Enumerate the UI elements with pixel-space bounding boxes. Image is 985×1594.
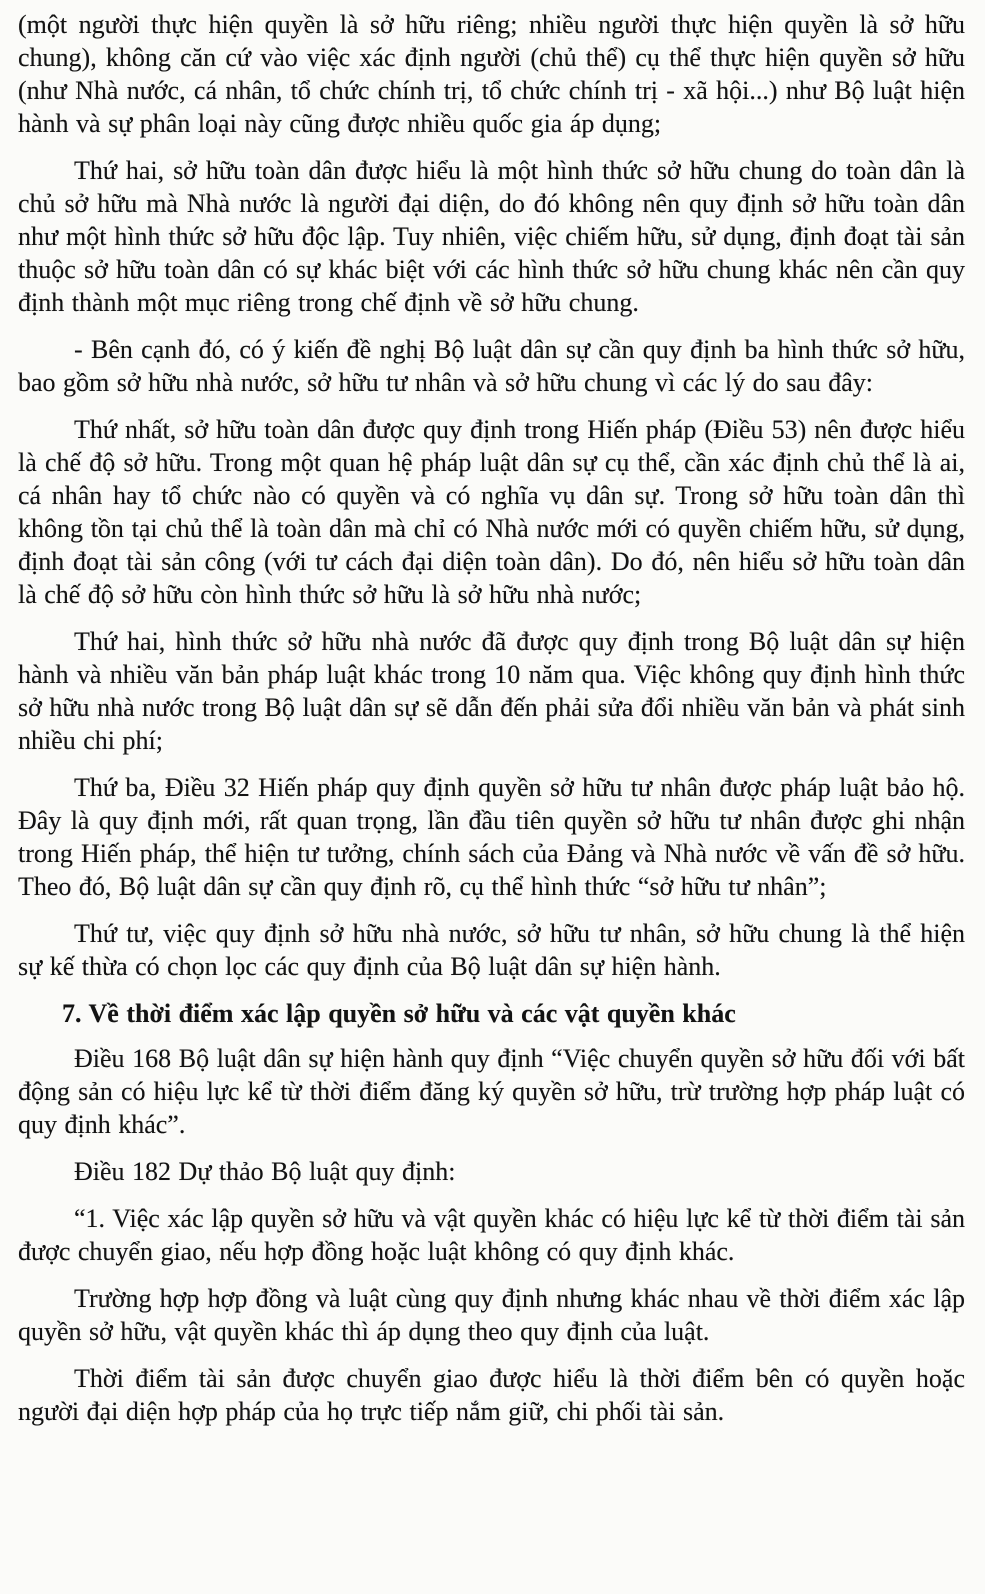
paragraph: Trường hợp hợp đồng và luật cùng quy định nhưng khác nhau về thời điểm xác lập quyền sở hữu, vật quyền khác thì áp dụng theo quy định của luật. [18,1284,965,1346]
paragraph: Thứ ba, Điều 32 Hiến pháp quy định quyền sở hữu tư nhân được pháp luật bảo hộ. Đây là quy định mới, rất quan trọng, lần đầu tiên quyền sở hữu tư nhân được ghi nhận trong Hiến pháp, thể hiện tư tưởng, chính sách của Đảng và Nhà nước về vấn đề sở hữu. Theo đó, Bộ luật dân sự cần quy định rõ, cụ thể hình thức “sở hữu tư nhân”; [18,773,965,901]
paragraph: - Bên cạnh đó, có ý kiến đề nghị Bộ luật dân sự cần quy định ba hình thức sở hữu, bao gồm sở hữu nhà nước, sở hữu tư nhân và sở hữu chung vì các lý do sau đây: [18,335,965,397]
paragraph-continuation: (một người thực hiện quyền là sở hữu riêng; nhiều người thực hiện quyền là sở hữu chung), không căn cứ vào việc xác định người (chủ thể) cụ thể thực hiện quyền sở hữu (như Nhà nước, cá nhân, tổ chức chính trị, tổ chức chính trị - xã hội...) như Bộ luật hiện hành và sự phân loại này cũng được nhiều quốc gia áp dụng; [18,10,965,138]
paragraph: “1. Việc xác lập quyền sở hữu và vật quyền khác có hiệu lực kể từ thời điểm tài sản được chuyển giao, nếu hợp đồng hoặc luật không có quy định khác. [18,1204,965,1266]
paragraph: Điều 182 Dự thảo Bộ luật quy định: [74,1157,456,1186]
paragraph: Điều 168 Bộ luật dân sự hiện hành quy định “Việc chuyển quyền sở hữu đối với bất động sản có hiệu lực kể từ thời điểm đăng ký quyền sở hữu, trừ trường hợp pháp luật có quy định khác”. [18,1044,965,1139]
paragraph: Thứ nhất, sở hữu toàn dân được quy định trong Hiến pháp (Điều 53) nên được hiểu là chế độ sở hữu. Trong một quan hệ pháp luật dân sự cụ thể, cần xác định chủ thể là ai, cá nhân hay tổ chức nào có quyền và có nghĩa vụ dân sự. Trong sở hữu toàn dân thì không tồn tại chủ thể là toàn dân mà chỉ có Nhà nước mới có quyền chiếm hữu, sử dụng, định đoạt tài sản công (với tư cách đại diện toàn dân). Do đó, nên hiểu sở hữu toàn dân là chế độ sở hữu còn hình thức sở hữu là sở hữu nhà nước; [18,415,965,609]
paragraph: Thứ hai, hình thức sở hữu nhà nước đã được quy định trong Bộ luật dân sự hiện hành và nhiều văn bản pháp luật khác trong 10 năm qua. Việc không quy định hình thức sở hữu nhà nước trong Bộ luật dân sự sẽ dẫn đến phải sửa đổi nhiều văn bản và phát sinh nhiều chi phí; [18,627,965,755]
paragraph: Thứ hai, sở hữu toàn dân được hiểu là một hình thức sở hữu chung do toàn dân là chủ sở hữu mà Nhà nước là người đại diện, do đó không nên quy định sở hữu toàn dân như một hình thức sở hữu độc lập. Tuy nhiên, việc chiếm hữu, sử dụng, định đoạt tài sản thuộc sở hữu toàn dân có sự khác biệt với các hình thức sở hữu chung khác nên cần quy định thành một mục riêng trong chế định về sở hữu chung. [18,156,965,317]
section-heading: 7. Về thời điểm xác lập quyền sở hữu và các vật quyền khác [62,999,736,1028]
paragraph: Thời điểm tài sản được chuyển giao được hiểu là thời điểm bên có quyền hoặc người đại diện hợp pháp của họ trực tiếp nắm giữ, chi phối tài sản. [18,1364,965,1426]
paragraph: Thứ tư, việc quy định sở hữu nhà nước, sở hữu tư nhân, sở hữu chung là thể hiện sự kế thừa có chọn lọc các quy định của Bộ luật dân sự hiện hành. [18,919,965,981]
